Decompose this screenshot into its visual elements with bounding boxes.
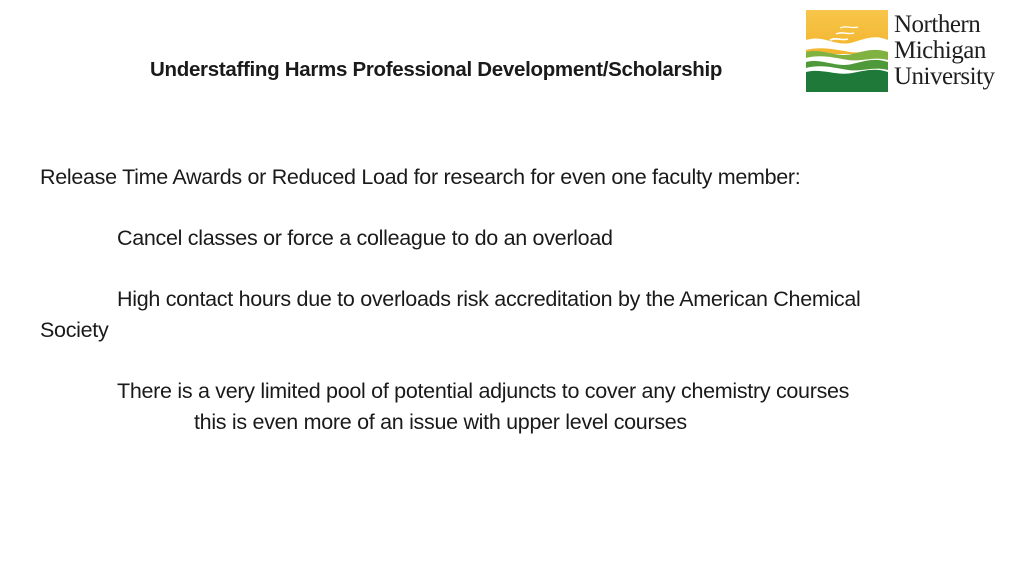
logo-line-northern: Northern	[894, 11, 981, 38]
point-cancel-classes: Cancel classes or force a colleague to do an overload	[117, 226, 613, 250]
point-adjunct-pool-sub: this is even more of an issue with upper level courses	[194, 410, 687, 434]
logo-line-michigan: Michigan	[894, 37, 986, 64]
point-contact-hours-continuation: Society	[40, 318, 109, 342]
point-contact-hours: High contact hours due to overloads risk accreditation by the American Chemical	[117, 287, 861, 311]
nmu-logo	[806, 10, 1012, 94]
nmu-logo-icon	[806, 10, 888, 92]
nmu-logo-wordmark	[894, 12, 995, 90]
intro-text: Release Time Awards or Reduced Load for research for even one faculty member:	[40, 165, 801, 189]
slide-title: Understaffing Harms Professional Development/Scholarship	[150, 58, 723, 81]
logo-line-university: University	[894, 63, 995, 90]
point-adjunct-pool: There is a very limited pool of potential adjuncts to cover any chemistry courses	[117, 379, 850, 403]
